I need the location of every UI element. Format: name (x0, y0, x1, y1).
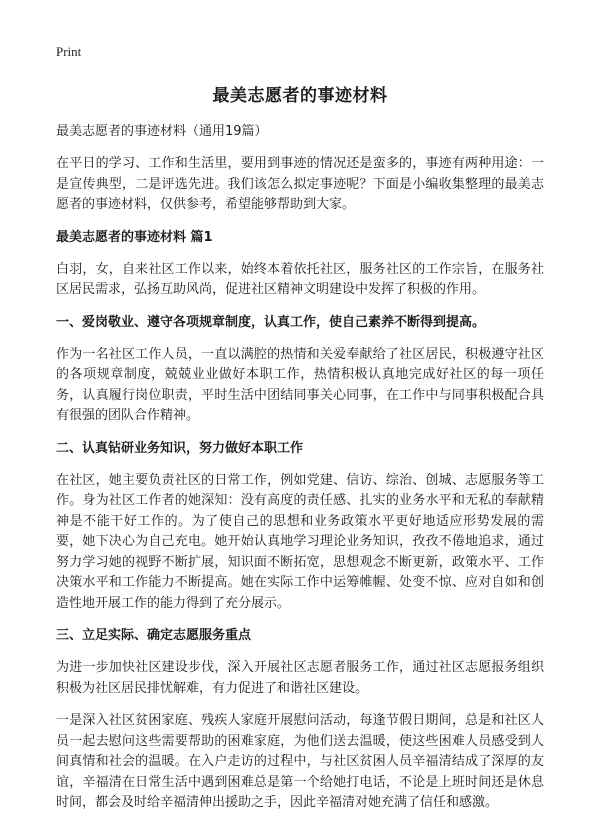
document-subtitle: 最美志愿者的事迹材料（通用19篇） (56, 124, 268, 139)
print-label: Print (56, 44, 82, 59)
paragraph-1: 作为一名社区工作人员，一直以满腔的热情和关爱奉献给了社区居民，积极遵守社区的各项规章制度，兢兢业业做好本职工作，热情积极认真地完成好社区的每一项任务，认真履行岗位职责，平时生活中团结同事关心同事，在工作中与同事积极配合具有很强的团队合作精神。 (56, 346, 544, 423)
paragraph-4: 一是深入社区贫困家庭、残疾人家庭开展慰问活动，每逢节假日期间，总是和社区人员一起去慰问这些需要帮助的困难家庭，为他们送去温暖，使这些困难人员感受到人间真情和社会的温暖。在入户走访的过程中，与社区贫困人员辛福清结成了深厚的友谊，辛福清在日常生活中遇到困难总是第一个给她打电话，不论是上班时间还是休息时间，都会及时给辛福清伸出援助之手，因此辛福清对她充满了信任和感激。 (56, 713, 544, 810)
section-title: 最美志愿者的事迹材料 篇1 (56, 229, 213, 245)
paragraph-3: 为进一步加快社区建设步伐，深入开展社区志愿者服务工作，通过社区志愿报务组织积极为社区居民排忧解难，有力促进了和谐社区建设。 (56, 660, 544, 696)
heading-3: 三、立足实际、确定志愿服务重点 (56, 628, 252, 643)
intro-paragraph: 在平日的学习、工作和生活里，要用到事迹的情况还是蛮多的，事迹有两种用途：一是宣传典型，二是评选先进。我们该怎么拟定事迹呢？下面是小编收集整理的最美志愿者的事迹材料，仅供参考，希望能够帮助到大家。 (56, 156, 544, 212)
document-title: 最美志愿者的事迹材料 (212, 86, 388, 106)
paragraph-2: 在社区，她主要负责社区的日常工作，例如党建、信访、综治、创城、志愿服务等工作。身为社区工作者的她深知：没有高度的责任感、扎实的业务水平和无私的奉献精神是不能干好工作的。为了使自己的思想和业务政策水平更好地适应形势发展的需要，她下决心为自己充电。她开始认真地学习理论业务知识，孜孜不倦地追求，通过努力学习她的视野不断扩展，知识面不断拓宽，思想观念不断更新，政策水平、工作决策水平和工作能力不断提高。她在实际工作中运筹帷幄、处变不惊、应对自如和创造性地开展工作的能力得到了充分展示。 (56, 472, 544, 611)
heading-1: 一、爱岗敬业、遵守各项规章制度，认真工作，使自己素养不断得到提高。 (56, 314, 486, 330)
section-intro-paragraph: 白羽，女，自来社区工作以来，始终本着依托社区，服务社区的工作宗旨，在服务社区居民需求，弘扬互助风尚，促进社区精神文明建设中发挥了积极的作用。 (56, 261, 544, 297)
heading-2: 二、认真钻研业务知识，努力做好本职工作 (56, 440, 304, 456)
